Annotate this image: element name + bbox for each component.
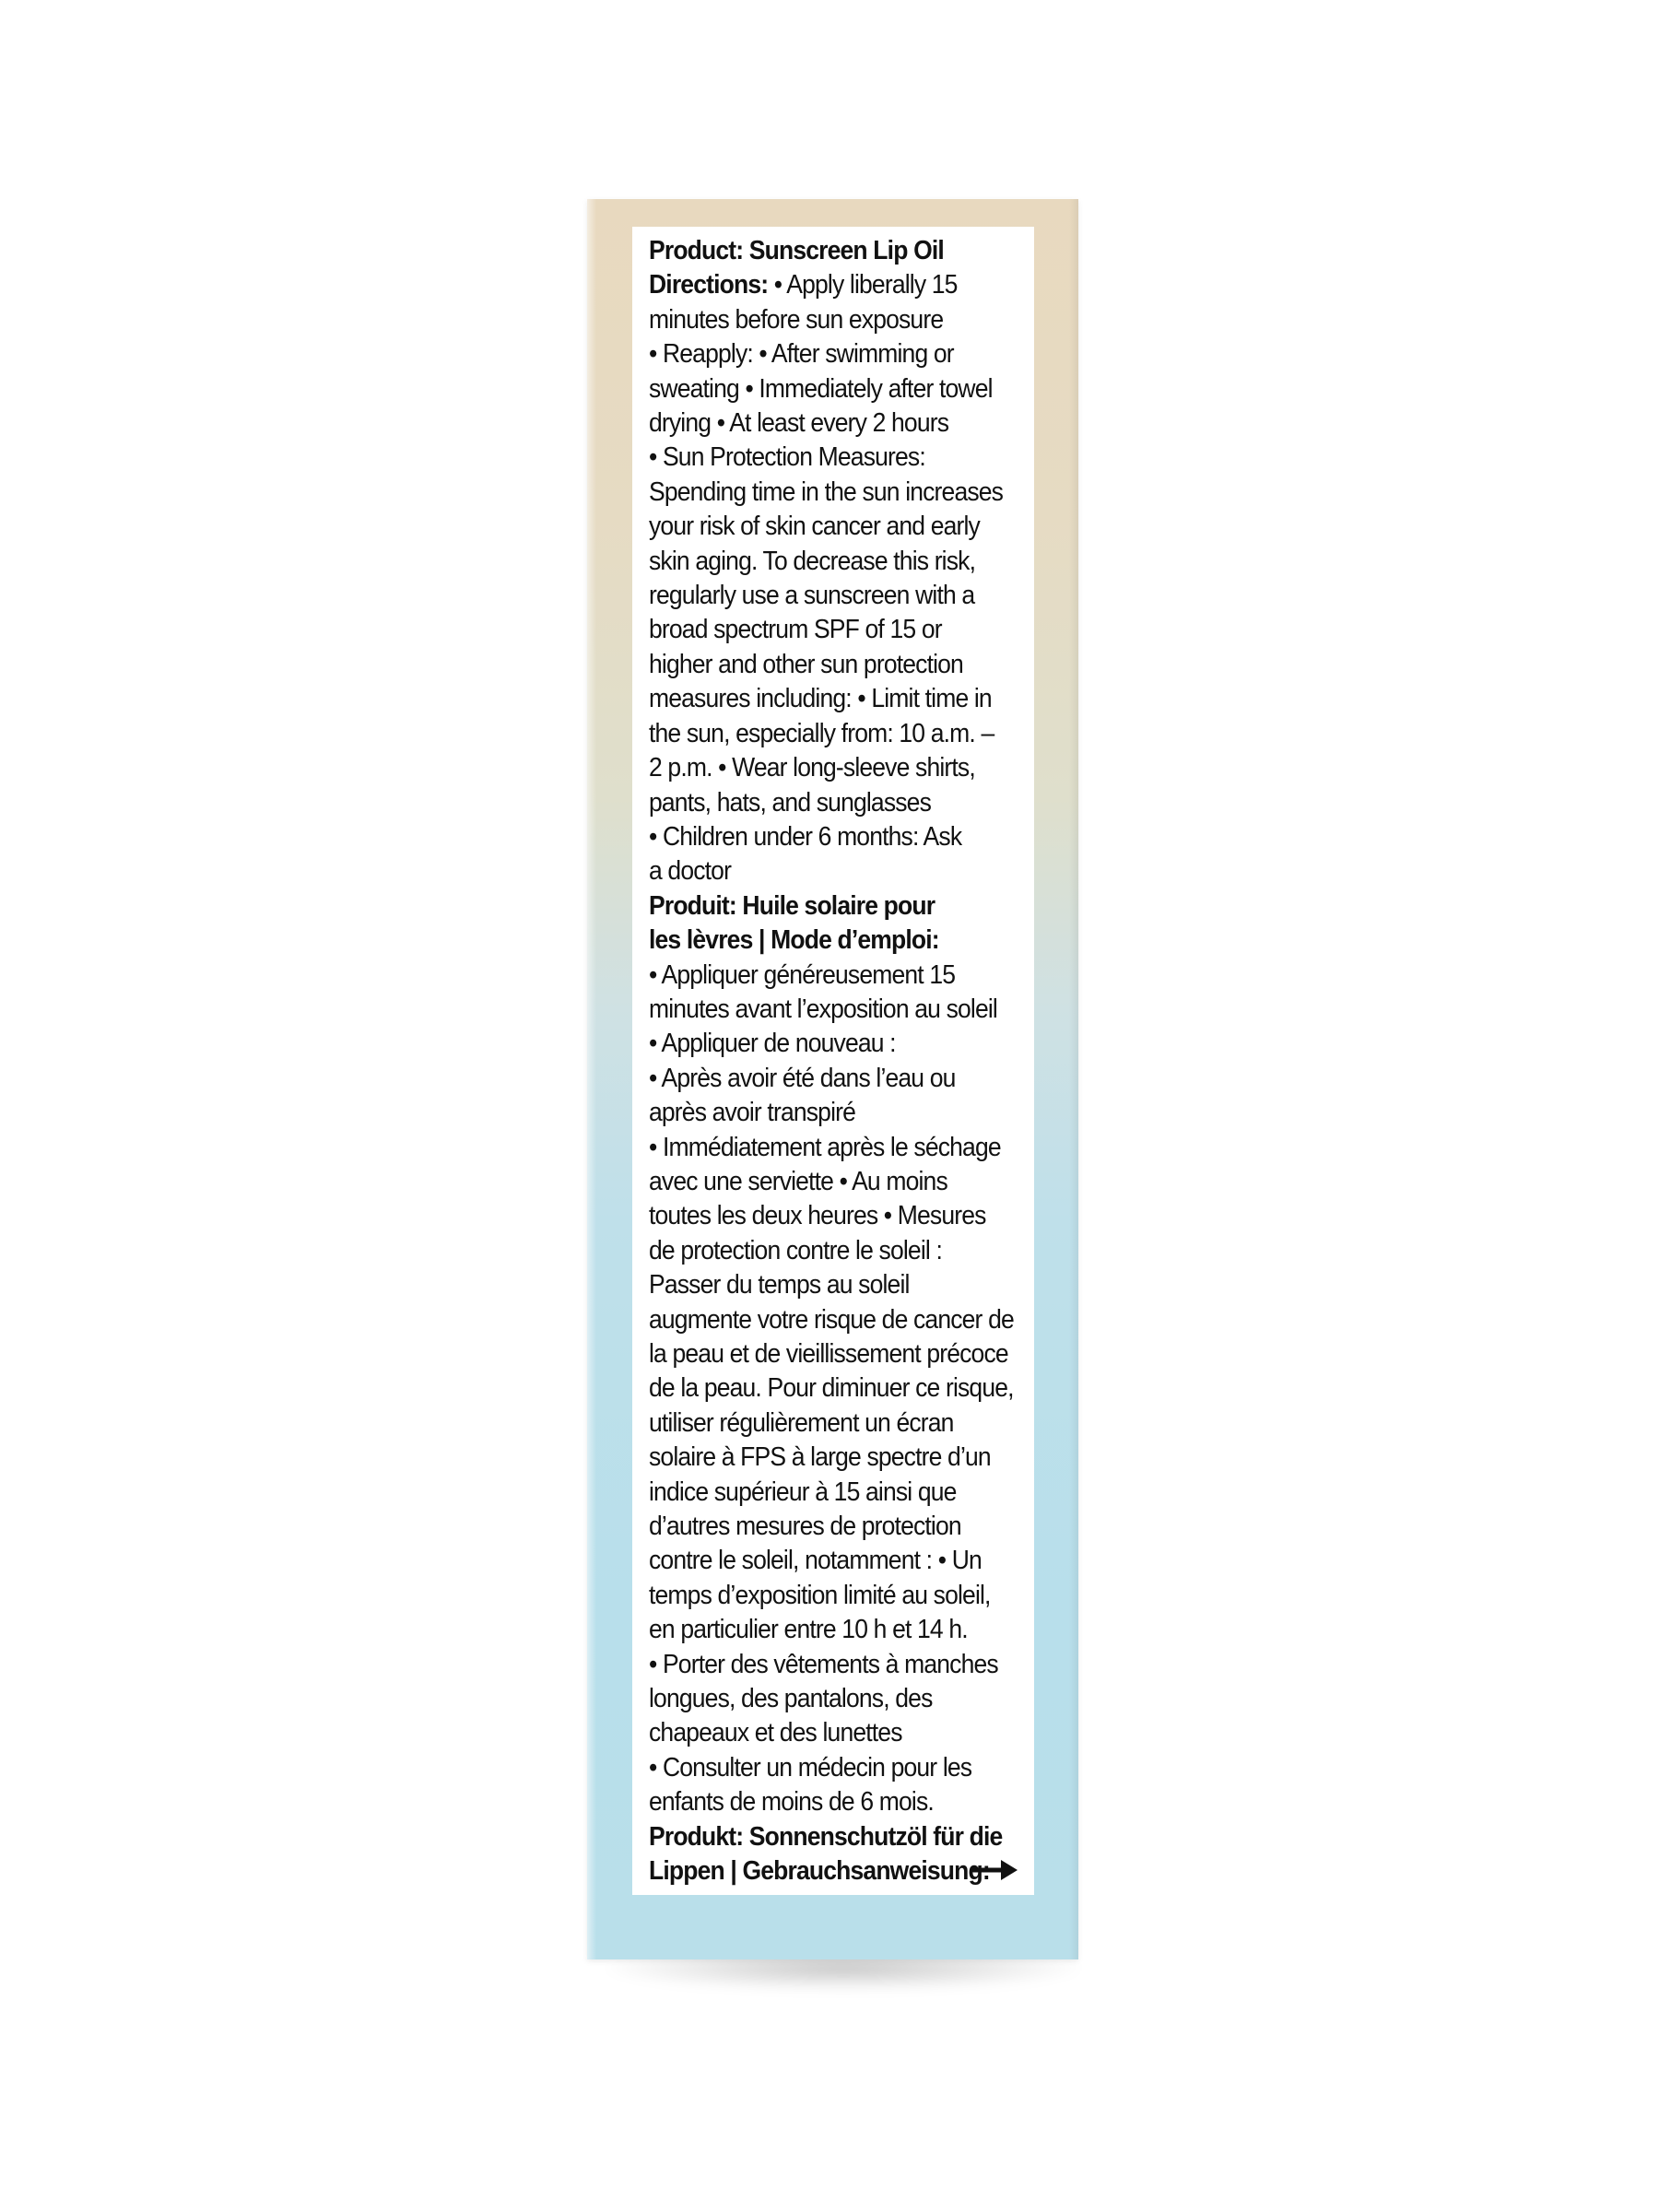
body-text: contre le soleil, notamment : • Un: [649, 1546, 982, 1576]
text-line: [649, 234, 1030, 268]
text-line: [649, 1406, 1030, 1441]
text-line: [649, 959, 1030, 993]
body-text: • Children under 6 months: Ask: [649, 821, 962, 852]
body-text: • Apply liberally 15: [768, 270, 958, 300]
body-text: a doctor: [649, 856, 732, 887]
text-line: [649, 545, 1030, 579]
body-text: de la peau. Pour diminuer ce risque,: [649, 1373, 1014, 1404]
text-line: [649, 889, 1030, 924]
text-line: [649, 1268, 1030, 1302]
text-line: [649, 1510, 1030, 1544]
body-text: • Porter des vêtements à manches: [649, 1649, 998, 1679]
bold-heading-text: Product: Sunscreen Lip Oil: [649, 236, 944, 265]
body-text: la peau et de vieillissement précoce: [649, 1339, 1008, 1369]
text-line: [649, 303, 1030, 337]
body-text: temps d’exposition limité au soleil,: [649, 1580, 991, 1610]
text-line: [649, 406, 1030, 441]
body-text: the sun, especially from: 10 a.m. –: [649, 718, 994, 748]
body-text: après avoir transpiré: [649, 1098, 856, 1128]
text-line: [649, 1682, 1030, 1716]
text-line: [649, 337, 1030, 371]
text-line: [649, 854, 1030, 888]
text-line: [649, 1062, 1030, 1096]
body-text: • Après avoir été dans l’eau ou: [649, 1063, 956, 1093]
text-line: [649, 648, 1030, 682]
text-line: [649, 1199, 1030, 1233]
body-text: en particulier entre 10 h et 14 h.: [649, 1615, 968, 1645]
body-text: 2 p.m. • Wear long-sleeve shirts,: [649, 753, 975, 783]
arrow-right-icon: [971, 1856, 1019, 1884]
text-line: [649, 1131, 1030, 1165]
text-line: [649, 1751, 1030, 1785]
body-text: pants, hats, and sunglasses: [649, 787, 931, 818]
text-line: [649, 1303, 1030, 1337]
text-line: [649, 1820, 1030, 1854]
body-text: • Appliquer de nouveau :: [649, 1029, 896, 1059]
body-text: d’autres mesures de protection: [649, 1512, 961, 1542]
bold-heading-text: Produkt: Sonnenschutzöl für die: [649, 1821, 1003, 1852]
body-text: measures including: • Limit time in: [649, 684, 992, 714]
text-line: [649, 1648, 1030, 1682]
directions-label: [632, 227, 1034, 1895]
bold-heading-text: Directions:: [649, 270, 769, 300]
text-line: [649, 786, 1030, 820]
body-text: de protection contre le soleil :: [649, 1235, 942, 1265]
body-text: your risk of skin cancer and early: [649, 512, 980, 542]
text-line: [649, 510, 1030, 544]
body-text: longues, des pantalons, des: [649, 1684, 933, 1714]
bold-heading-text: Lippen | Gebrauchsanweisung:: [649, 1856, 990, 1887]
body-text: minutes avant l’exposition au soleil: [649, 994, 997, 1024]
body-text: • Sun Protection Measures:: [649, 442, 925, 473]
text-line: [649, 613, 1030, 647]
text-line: [649, 1371, 1030, 1406]
text-line: [649, 1096, 1030, 1130]
text-line: [649, 1234, 1030, 1268]
body-text: higher and other sun protection: [649, 649, 963, 679]
text-line: [649, 1579, 1030, 1613]
bold-heading-text: les lèvres | Mode d’emploi:: [649, 925, 939, 956]
body-text: Spending time in the sun increases: [649, 477, 1004, 507]
text-line: [649, 1716, 1030, 1750]
body-text: • Reapply: • After swimming or: [649, 339, 954, 370]
body-text: enfants de moins de 6 mois.: [649, 1787, 934, 1818]
body-text: chapeaux et des lunettes: [649, 1718, 902, 1748]
text-line: [649, 1165, 1030, 1199]
body-text: indice supérieur à 15 ainsi que: [649, 1477, 957, 1507]
body-text: • Consulter un médecin pour les: [649, 1752, 972, 1783]
text-line: [649, 682, 1030, 716]
body-text: augmente votre risque de cancer de: [649, 1304, 1014, 1335]
text-line: [649, 924, 1030, 958]
text-line: [649, 751, 1030, 785]
text-line: [649, 1613, 1030, 1647]
text-line: [649, 1337, 1030, 1371]
text-line: [649, 820, 1030, 854]
text-line: [649, 1027, 1030, 1061]
body-text: drying • At least every 2 hours: [649, 408, 949, 439]
text-line: [649, 441, 1030, 475]
text-line: [649, 1544, 1030, 1578]
text-line: [649, 1476, 1030, 1510]
text-line: [649, 268, 1030, 302]
text-line: [649, 993, 1030, 1027]
text-line: [649, 476, 1030, 510]
body-text: minutes before sun exposure: [649, 304, 944, 335]
body-text: sweating • Immediately after towel: [649, 373, 993, 404]
body-text: Passer du temps au soleil: [649, 1270, 910, 1300]
body-text: skin aging. To decrease this risk,: [649, 546, 976, 576]
body-text: solaire à FPS à large spectre d’un: [649, 1442, 991, 1473]
body-text: toutes les deux heures • Mesures: [649, 1201, 986, 1231]
body-text: utiliser régulièrement un écran: [649, 1407, 954, 1438]
body-text: broad spectrum SPF of 15 or: [649, 615, 942, 645]
body-text: • Appliquer généreusement 15: [649, 959, 956, 990]
body-text: avec une serviette • Au moins: [649, 1166, 947, 1196]
text-line: [649, 579, 1030, 613]
directions-text-block: [649, 234, 1030, 1889]
text-line: [649, 372, 1030, 406]
text-line: [649, 1785, 1030, 1819]
body-text: • Immédiatement après le séchage: [649, 1132, 1001, 1162]
bold-heading-text: Produit: Huile solaire pour: [649, 890, 935, 921]
text-line: [649, 1441, 1030, 1475]
text-line: [649, 717, 1030, 751]
body-text: regularly use a sunscreen with a: [649, 581, 975, 611]
